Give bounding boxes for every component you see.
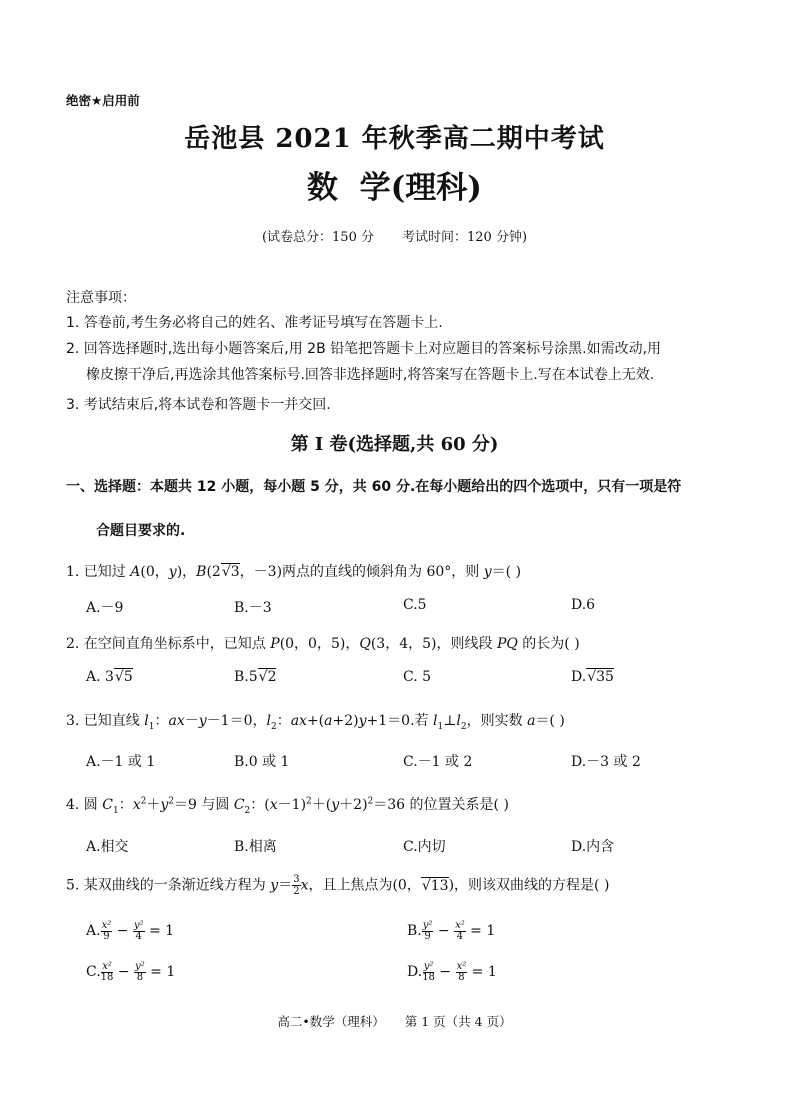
- part-heading: 一、选择题：本题共 12 小题，每小题 5 分，共 60 分.在每小题给出的四个选项中，只有一项是符: [66, 479, 682, 495]
- question-4-option-d: D.内含: [571, 839, 615, 855]
- question-3-option-b: B.0 或 1: [234, 754, 290, 770]
- footer-page-number: 第 1 页（共 4 页）: [404, 1014, 512, 1029]
- question-2-option-d: D.√35: [571, 669, 614, 685]
- question-1-option-a: A.－9: [86, 600, 124, 616]
- subject-title: 数 学(理科): [307, 170, 482, 206]
- question-1-option-b: B.－3: [234, 600, 272, 616]
- question-4-option-c: C.内切: [403, 839, 446, 855]
- question-5-option-d: $D.\frac{\text{y²}}{18}$ − $\frac{\text{x²}}{8}$ = 1: [407, 961, 497, 983]
- notice-item-2: 2. 回答选择题时,选出每小题答案后,用 2B 铅笔把答题卡上对应题目的答案标号涂黑.如需改动,用: [66, 341, 662, 357]
- page-footer: [0, 1012, 789, 1030]
- question-5-option-b: $B.\frac{\text{y²}}{9}$ − $\frac{\text{x²}}{4}$ = 1: [407, 920, 496, 942]
- question-4-stem: 4. 圆 $C_1$：$x^2+y^2=9$ 与圆 $C_2$：$(x-1)^2+(y+2)^2=36$ 的位置关系是( ): [66, 796, 509, 816]
- exam-info: [0, 226, 789, 245]
- notice-item-3: 3. 考试结束后,将本试卷和答题卡一并交回.: [66, 397, 331, 413]
- question-4-option-a: A.相交: [86, 839, 129, 855]
- exam-title: 岳池县 2021 年秋季高二期中考试: [184, 124, 605, 154]
- question-2-option-c: C. 5: [403, 669, 432, 685]
- part-heading-cont: 合题目要求的.: [96, 523, 186, 539]
- question-3-option-d: D.－3 或 2: [571, 754, 641, 770]
- question-2-option-b: B.5√2: [234, 669, 277, 685]
- section-title: 第 I 卷(选择题,共 60 分): [290, 434, 499, 455]
- confidential-label: 绝密★启用前: [66, 93, 140, 108]
- question-1-option-d: D.6: [571, 597, 596, 613]
- question-2-stem: 2. 在空间直角坐标系中，已知点 P(0，0，5)，Q(3，4，5)，则线段 PQ 的长为( ): [66, 636, 580, 652]
- question-5-option-c: $C.\frac{\text{x²}}{18}$ − $\frac{\text{y²}}{8}$ = 1: [86, 961, 176, 983]
- question-2-option-a: A. 3√5: [86, 669, 133, 685]
- notice-heading: 注意事项：: [66, 290, 136, 306]
- footer-subject: 高二•数学（理科）: [277, 1014, 385, 1029]
- question-1-option-c: C.5: [403, 597, 427, 613]
- exam-time: 考试时间：120 分钟): [402, 230, 528, 245]
- total-score: (试卷总分：150 分: [261, 230, 374, 245]
- question-5-option-a: $A.\frac{\text{x²}}{9}$ − $\frac{\text{y²}}{4}$ = 1: [86, 920, 175, 942]
- question-1-stem: 1. 已知过 A(0，y)，B(2√3，－3)两点的直线的倾斜角为 60°，则 y＝( ): [66, 564, 522, 580]
- question-4-option-b: B.相离: [234, 839, 277, 855]
- notice-item-2-cont: 橡皮擦干净后,再选涂其他答案标号.回答非选择题时,将答案写在答题卡上.写在本试卷上无效.: [86, 367, 655, 383]
- question-3-option-a: A.－1 或 1: [86, 754, 156, 770]
- question-5-stem: 5. 某双曲线的一条渐近线方程为 y＝ $\frac{3}{2}$ x，且上焦点为(0，√13)，则该双曲线的方程是( ): [66, 874, 610, 897]
- question-3-option-c: C.－1 或 2: [403, 754, 473, 770]
- question-3-stem: 3. 已知直线 $l_1$：ax－y－1＝0，$l_2$：ax+(a+2)y+1＝0.若 $l_1\perp l_2$，则实数 a＝( ): [66, 713, 565, 732]
- notice-item-1: 1. 答卷前,考生务必将自己的姓名、准考证号填写在答题卡上.: [66, 315, 443, 331]
